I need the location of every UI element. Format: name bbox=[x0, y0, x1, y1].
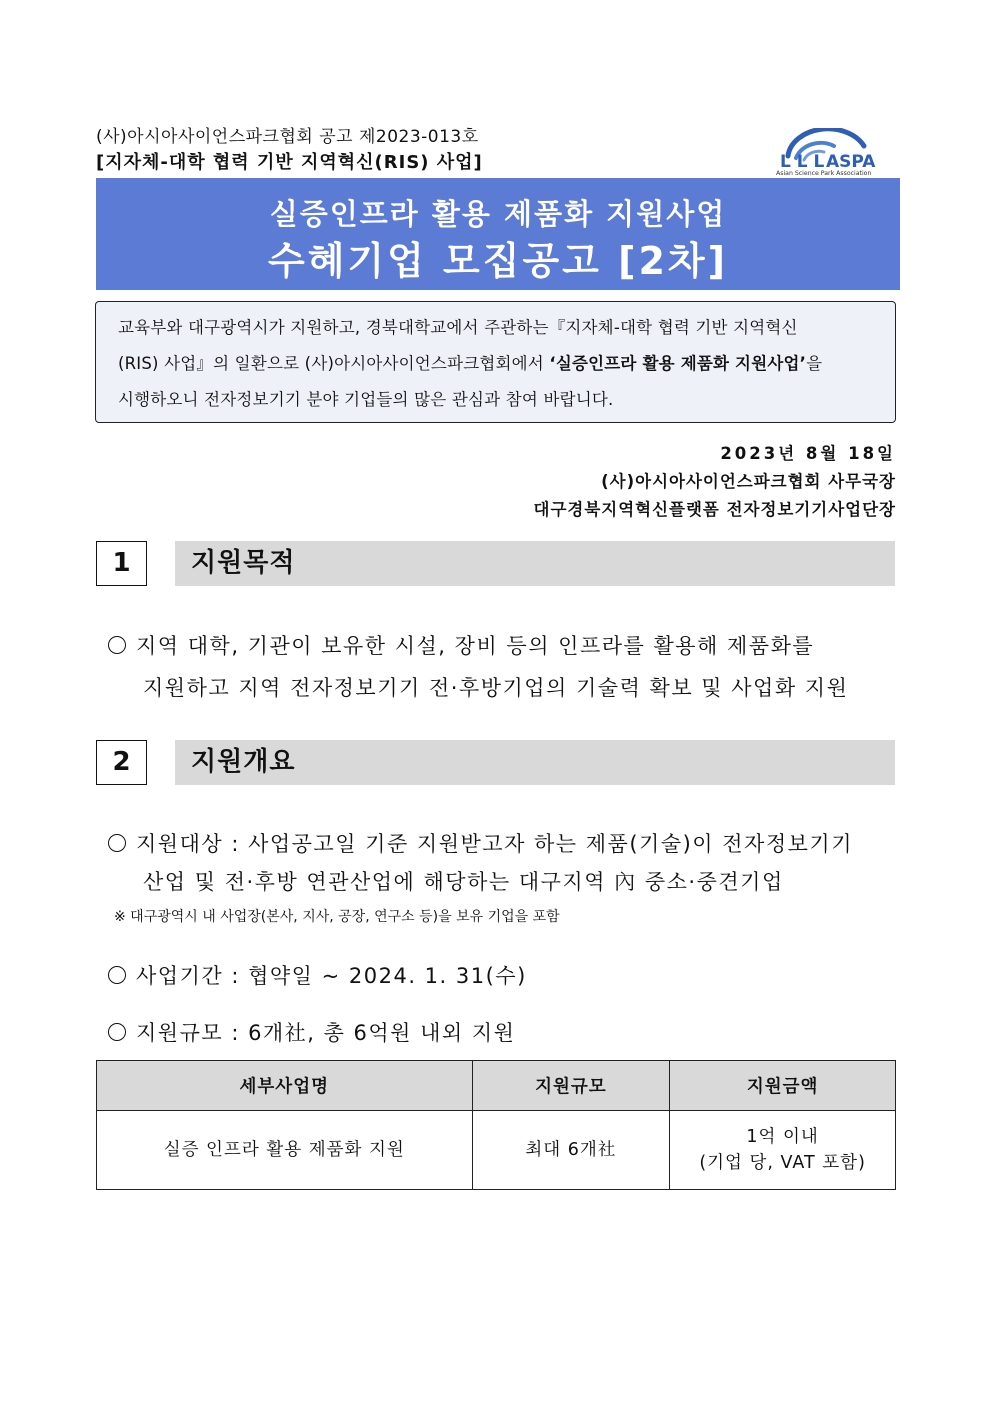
circle-bullet-icon bbox=[108, 966, 126, 984]
project-name: [지자체-대학 협력 기반 지역혁신(RIS) 사업] bbox=[96, 152, 483, 173]
target-line-1: 지원대상 : 사업공고일 기준 지원받고자 하는 제품(기술)이 전자정보기기 bbox=[136, 832, 853, 856]
section-1-number: 1 bbox=[96, 541, 147, 586]
circle-bullet-icon bbox=[108, 1023, 126, 1041]
target-item bbox=[108, 828, 853, 858]
section-1-header bbox=[175, 541, 895, 586]
issuer-1: (사)아시아사이언스파크협회 사무국장 bbox=[601, 472, 896, 491]
section-1-title: 지원목적 bbox=[191, 548, 296, 578]
section-2-number: 2 bbox=[96, 740, 147, 785]
section-2-header bbox=[175, 740, 895, 785]
table-header-row bbox=[97, 1061, 896, 1111]
title-banner bbox=[96, 178, 900, 290]
svg-text:L L L: L L L bbox=[780, 152, 825, 172]
amount-line-2: (기업 당, VAT 포함) bbox=[699, 1153, 866, 1173]
scale-item bbox=[108, 1017, 515, 1047]
circle-bullet-icon bbox=[108, 834, 126, 852]
aspa-logo bbox=[774, 128, 880, 176]
intro-line-2 bbox=[118, 350, 822, 374]
intro-line-1: 교육부와 대구광역시가 지원하고, 경북대학교에서 주관하는『지자체-대학 협력 기반 지역혁신 bbox=[118, 318, 798, 337]
amount-line-1: 1억 이내 bbox=[746, 1127, 819, 1147]
intro-line-2-a: (RIS) 사업』의 일환으로 (사)아시아사이언스파크협회에서 bbox=[118, 354, 550, 373]
table-cell-amount bbox=[670, 1111, 896, 1190]
period-item bbox=[108, 960, 527, 990]
notice-number: (사)아시아사이언스파크협회 공고 제2023-013호 bbox=[96, 127, 479, 147]
logo-subtext: Asian Science Park Association bbox=[776, 170, 872, 176]
intro-line-2-c: 을 bbox=[806, 354, 823, 373]
intro-highlight: ‘실증인프라 활용 제품화 지원사업’ bbox=[549, 354, 807, 373]
title-line-2: 수혜기업 모집공고 [2차] bbox=[267, 239, 728, 283]
notice-date: 2023년 8월 18일 bbox=[720, 444, 896, 463]
purpose-line-2: 지원하고 지역 전자정보기기 전·후방기업의 기술력 확보 및 사업화 지원 bbox=[143, 676, 849, 700]
support-table bbox=[96, 1060, 896, 1190]
table-header-scale: 지원규모 bbox=[472, 1061, 670, 1111]
section-2-title: 지원개요 bbox=[191, 747, 296, 777]
target-note: ※ 대구광역시 내 사업장(본사, 지사, 공장, 연구소 등)을 보유 기업을 포함 bbox=[114, 909, 560, 925]
table-header-amount: 지원금액 bbox=[670, 1061, 896, 1111]
table-header-name: 세부사업명 bbox=[97, 1061, 473, 1111]
intro-box bbox=[95, 301, 896, 423]
period-text: 사업기간 : 협약일 ~ 2024. 1. 31(수) bbox=[136, 964, 527, 988]
table-row bbox=[97, 1111, 896, 1190]
purpose-item bbox=[108, 630, 814, 660]
aspa-logo-graphic bbox=[774, 128, 880, 176]
table-cell-name: 실증 인프라 활용 제품화 지원 bbox=[97, 1111, 473, 1190]
scale-text: 지원규모 : 6개社, 총 6억원 내외 지원 bbox=[136, 1021, 516, 1045]
title-line-1: 실증인프라 활용 제품화 지원사업 bbox=[269, 197, 727, 231]
logo-text: ASPA bbox=[826, 152, 876, 172]
intro-line-3: 시행하오니 전자정보기기 분야 기업들의 많은 관심과 참여 바랍니다. bbox=[118, 390, 614, 409]
target-line-2: 산업 및 전·후방 연관산업에 해당하는 대구지역 內 중소·중견기업 bbox=[143, 870, 784, 894]
purpose-line-1: 지역 대학, 기관이 보유한 시설, 장비 등의 인프라를 활용해 제품화를 bbox=[136, 634, 815, 658]
issuer-2: 대구경북지역혁신플랫폼 전자정보기기사업단장 bbox=[533, 500, 896, 519]
circle-bullet-icon bbox=[108, 636, 126, 654]
table-cell-scale: 최대 6개社 bbox=[472, 1111, 670, 1190]
